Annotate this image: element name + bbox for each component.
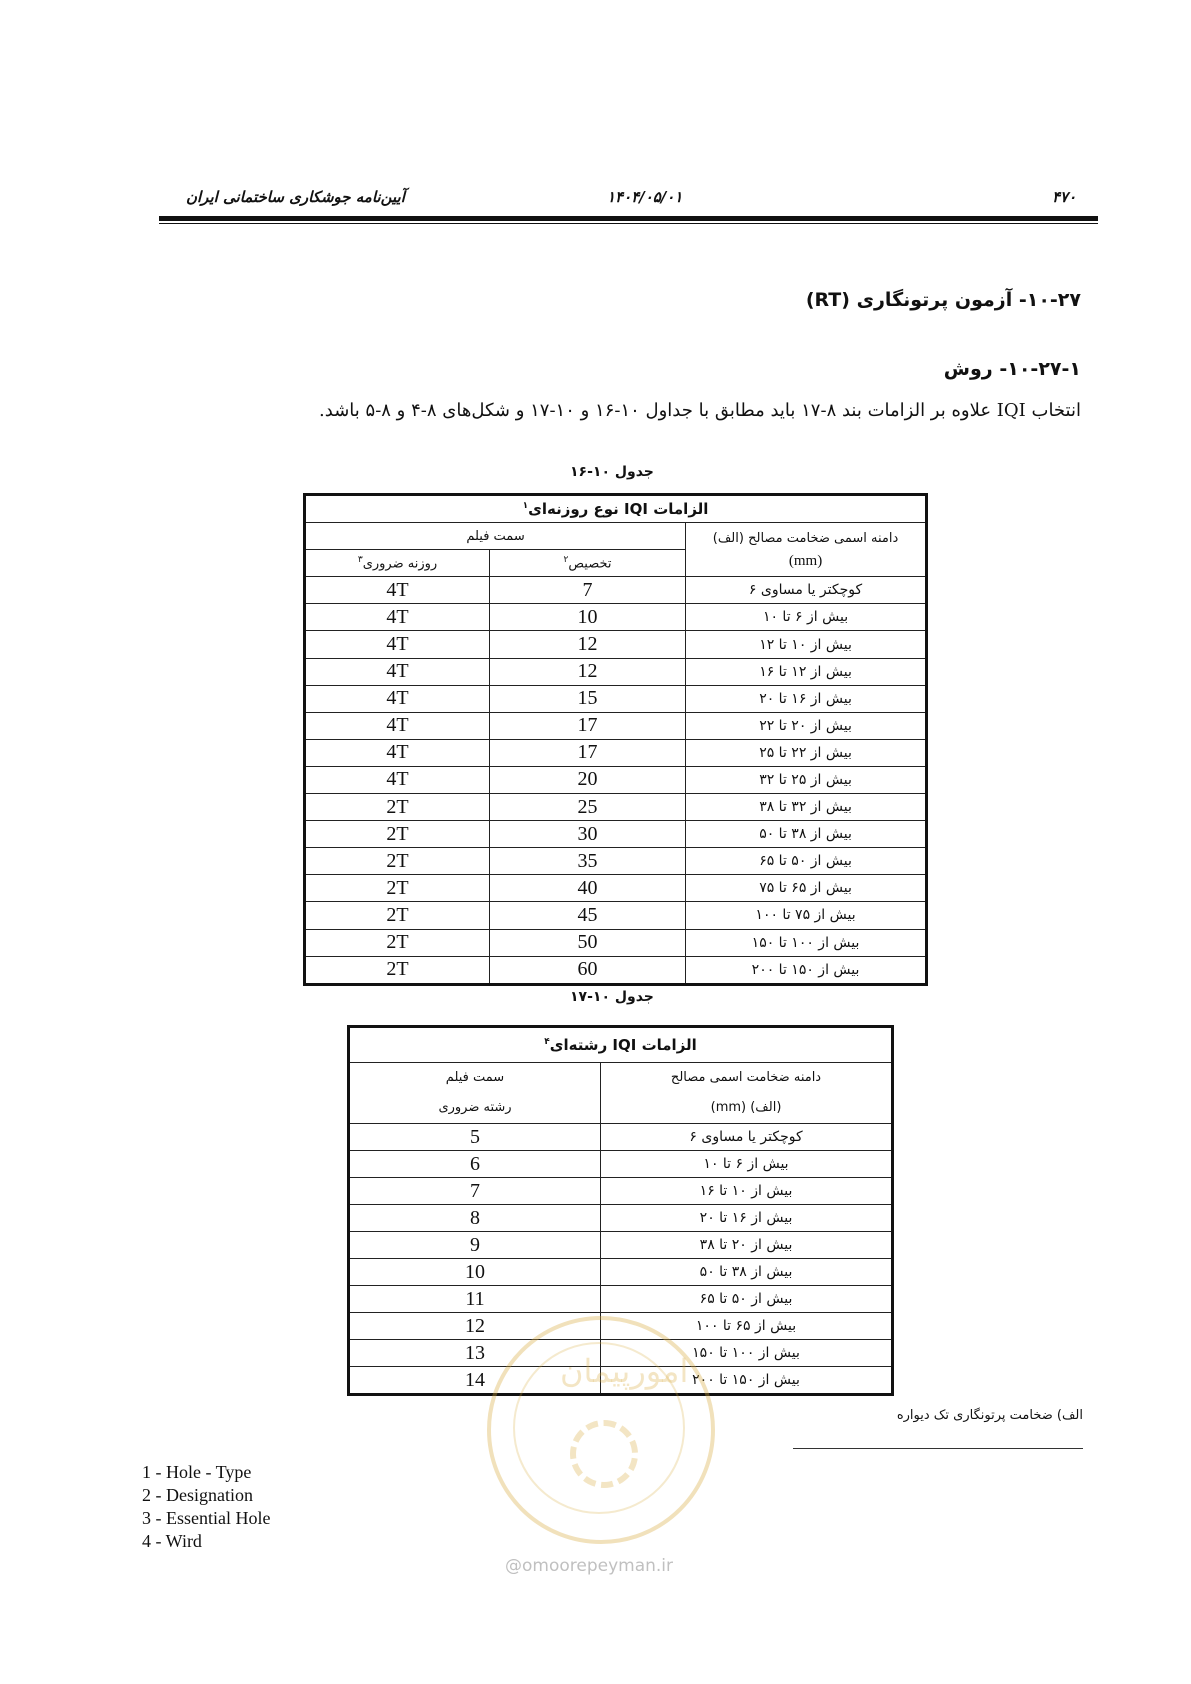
table1-cell-range: بیش از ۳۸ تا ۵۰ xyxy=(686,821,927,848)
table-hole-iqi xyxy=(303,493,928,986)
section-paragraph: انتخاب IQI علاوه بر الزامات بند ۸-۱۷ باید مطابق با جداول ۱۰-۱۶ و ۱۰-۱۷ و شکل‌های ۸-۴ و ۸-۵ باشد. xyxy=(319,400,1081,421)
table1-cell-designation: 35 xyxy=(490,848,686,875)
table2-caption: جدول ۱۰-۱۷ xyxy=(570,989,654,1005)
table1-designation-header: تخصیص$^۲$ xyxy=(490,550,686,577)
table1-cell-designation: 7 xyxy=(490,577,686,604)
footnote-3: 3 - Essential Hole xyxy=(142,1508,271,1528)
table2-cell-range: بیش از ۶۵ تا ۱۰۰ xyxy=(601,1313,893,1340)
page-number: ۴۷۰ xyxy=(1052,188,1077,206)
table2-cell-range: بیش از ۵۰ تا ۶۵ xyxy=(601,1286,893,1313)
table1-cell-hole: 4T xyxy=(305,577,490,604)
table1-cell-designation: 12 xyxy=(490,631,686,658)
footnote-1: 1 - Hole - Type xyxy=(142,1462,252,1482)
table1-cell-hole: 4T xyxy=(305,712,490,739)
table1-cell-designation: 30 xyxy=(490,821,686,848)
footnotes xyxy=(142,1461,270,1553)
table1-cell-hole: 4T xyxy=(305,604,490,631)
table-row xyxy=(349,1151,893,1178)
table1-cell-designation: 10 xyxy=(490,604,686,631)
header-date: ۱۴۰۴/۰۵/۰۱ xyxy=(607,188,683,206)
table1-cell-range: بیش از ۶ تا ۱۰ xyxy=(686,604,927,631)
table-row xyxy=(305,631,927,658)
table-row xyxy=(349,1205,893,1232)
table-row xyxy=(349,1178,893,1205)
table-note: الف) ضخامت پرتونگاری تک دیواره xyxy=(896,1408,1083,1423)
table-row xyxy=(305,712,927,739)
table2-cell-range: بیش از ۱۰ تا ۱۶ xyxy=(601,1178,893,1205)
table2-cell-wire: 14 xyxy=(349,1367,601,1395)
table2-cell-range: بیش از ۱۰۰ تا ۱۵۰ xyxy=(601,1340,893,1367)
table-row xyxy=(349,1232,893,1259)
table1-cell-hole: 4T xyxy=(305,631,490,658)
table1-cell-range: بیش از ۲۰ تا ۲۲ xyxy=(686,712,927,739)
table-row xyxy=(305,577,927,604)
table1-title: الزامات IQI نوع روزنه‌ای$^۱$ xyxy=(305,495,927,523)
table2-cell-wire: 8 xyxy=(349,1205,601,1232)
table-row xyxy=(305,685,927,712)
table-row xyxy=(305,658,927,685)
header-rule-thin xyxy=(159,223,1098,224)
table2-film-header: سمت فیلم رشته ضروری xyxy=(349,1063,601,1124)
table2-cell-wire: 6 xyxy=(349,1151,601,1178)
table-row xyxy=(349,1286,893,1313)
watermark-url: @omoorepeyman.ir xyxy=(505,1556,674,1576)
table1-cell-designation: 15 xyxy=(490,685,686,712)
table1-cell-designation: 50 xyxy=(490,929,686,956)
table1-cell-hole: 4T xyxy=(305,685,490,712)
table1-cell-range: بیش از ۱۲ تا ۱۶ xyxy=(686,658,927,685)
table1-cell-designation: 17 xyxy=(490,739,686,766)
table1-cell-range: بیش از ۱۰ تا ۱۲ xyxy=(686,631,927,658)
table1-cell-range: بیش از ۲۵ تا ۳۲ xyxy=(686,766,927,793)
table-row xyxy=(305,766,927,793)
table2-cell-wire: 13 xyxy=(349,1340,601,1367)
table1-cell-range: بیش از ۱۵۰ تا ۲۰۰ xyxy=(686,956,927,984)
table2-cell-wire: 5 xyxy=(349,1124,601,1151)
table2-cell-range: بیش از ۱۵۰ تا ۲۰۰ xyxy=(601,1367,893,1395)
table1-cell-designation: 25 xyxy=(490,794,686,821)
table2-cell-range: بیش از ۳۸ تا ۵۰ xyxy=(601,1259,893,1286)
table-row xyxy=(305,929,927,956)
table2-cell-range: بیش از ۱۶ تا ۲۰ xyxy=(601,1205,893,1232)
table-row xyxy=(349,1259,893,1286)
table-row xyxy=(305,821,927,848)
table1-cell-hole: 2T xyxy=(305,821,490,848)
table1-cell-range: بیش از ۲۲ تا ۲۵ xyxy=(686,739,927,766)
table1-cell-hole: 2T xyxy=(305,875,490,902)
table2-cell-wire: 9 xyxy=(349,1232,601,1259)
footnote-2: 2 - Designation xyxy=(142,1485,253,1505)
table1-cell-designation: 45 xyxy=(490,902,686,929)
table2-cell-range: بیش از ۲۰ تا ۳۸ xyxy=(601,1232,893,1259)
table2-cell-wire: 7 xyxy=(349,1178,601,1205)
table1-cell-range: بیش از ۵۰ تا ۶۵ xyxy=(686,848,927,875)
section-subheading: ۱۰-۲۷-۱- روش xyxy=(943,358,1081,380)
footnote-4: 4 - Wird xyxy=(142,1531,202,1551)
table1-cell-range: کوچکتر یا مساوی ۶ xyxy=(686,577,927,604)
table1-film-header: سمت فیلم xyxy=(305,523,686,550)
table2-cell-range: بیش از ۶ تا ۱۰ xyxy=(601,1151,893,1178)
table1-cell-range: بیش از ۳۲ تا ۳۸ xyxy=(686,794,927,821)
table1-caption: جدول ۱۰-۱۶ xyxy=(570,464,654,480)
table1-cell-designation: 60 xyxy=(490,956,686,984)
table1-cell-designation: 17 xyxy=(490,712,686,739)
table1-cell-range: بیش از ۷۵ تا ۱۰۰ xyxy=(686,902,927,929)
table1-cell-hole: 2T xyxy=(305,794,490,821)
footnote-separator xyxy=(793,1448,1083,1449)
table-row xyxy=(305,956,927,984)
table1-cell-designation: 20 xyxy=(490,766,686,793)
table2-cell-wire: 11 xyxy=(349,1286,601,1313)
table1-cell-hole: 2T xyxy=(305,902,490,929)
table2-range-header: دامنه ضخامت اسمی مصالح (الف) (mm) xyxy=(601,1063,893,1124)
table-row xyxy=(305,875,927,902)
table1-essential-header: روزنه ضروری$^۳$ xyxy=(305,550,490,577)
table1-cell-range: بیش از ۶۵ تا ۷۵ xyxy=(686,875,927,902)
table2-cell-wire: 12 xyxy=(349,1313,601,1340)
table1-cell-hole: 4T xyxy=(305,658,490,685)
table1-cell-hole: 2T xyxy=(305,848,490,875)
table1-range-header: دامنه اسمی ضخامت مصالح (الف) (mm) xyxy=(686,523,927,577)
table1-cell-hole: 2T xyxy=(305,929,490,956)
table1-cell-hole: 4T xyxy=(305,739,490,766)
table-row xyxy=(305,604,927,631)
section-heading: ۱۰-۲۷- آزمون پرتونگاری (RT) xyxy=(805,289,1081,311)
header-rule-thick xyxy=(159,216,1098,221)
table1-cell-hole: 4T xyxy=(305,766,490,793)
table-row xyxy=(349,1124,893,1151)
table-row xyxy=(305,794,927,821)
table1-cell-designation: 40 xyxy=(490,875,686,902)
table1-cell-range: بیش از ۱۰۰ تا ۱۵۰ xyxy=(686,929,927,956)
gear-icon xyxy=(570,1420,638,1488)
table-row xyxy=(305,902,927,929)
table1-cell-range: بیش از ۱۶ تا ۲۰ xyxy=(686,685,927,712)
table2-title: الزامات IQI رشته‌ای$^۴$ xyxy=(349,1027,893,1063)
footnote-mark: ۱ xyxy=(522,501,529,512)
watermark-logo-text: امورپیمان xyxy=(560,1352,689,1390)
table-row xyxy=(305,739,927,766)
table2-cell-wire: 10 xyxy=(349,1259,601,1286)
table-row xyxy=(305,848,927,875)
table1-cell-designation: 12 xyxy=(490,658,686,685)
header-book-title: آیین‌نامه جوشکاری ساختمانی ایران xyxy=(186,188,405,206)
table1-cell-hole: 2T xyxy=(305,956,490,984)
table2-cell-range: کوچکتر یا مساوی ۶ xyxy=(601,1124,893,1151)
